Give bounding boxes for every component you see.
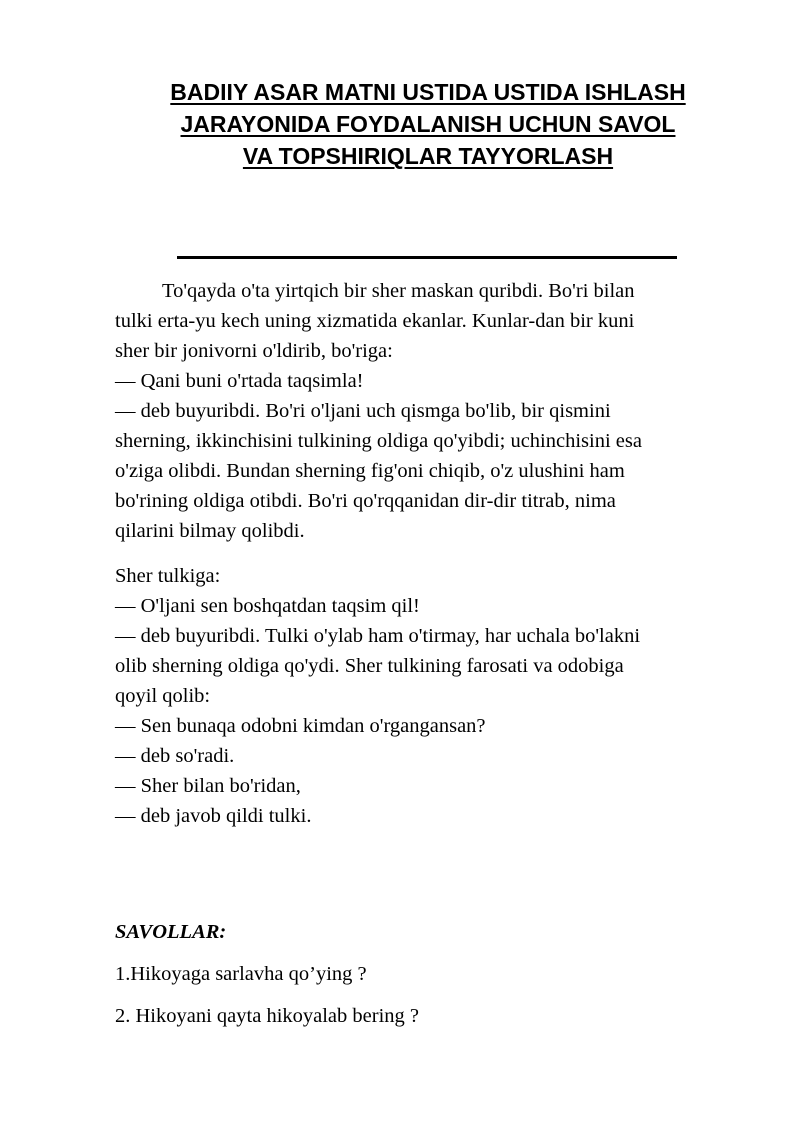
story-line: — deb buyuribdi. Tulki o'ylab ham o'tirmay, har uchala bo'lakni <box>115 625 641 647</box>
story-line: Sher tulkiga: <box>115 565 221 587</box>
story-line: o'ziga olibdi. Bundan sherning fig'oni chiqib, o'z ulushini ham <box>115 460 625 482</box>
story-line: — Qani buni o'rtada taqsimla! <box>115 370 364 392</box>
story-line: tulki erta-yu kech uning xizmatida ekanlar. Kunlar-dan bir kuni <box>115 310 635 332</box>
story-line: sherning, ikkinchisini tulkining oldiga qo'yibdi; uchinchisini esa <box>115 430 642 452</box>
questions-section <box>115 917 735 1031</box>
story-line: — deb so'radi. <box>115 745 235 767</box>
title-line-2: JARAYONIDA FOYDALANISH UCHUN SAVOL <box>180 111 676 137</box>
story-paragraph-2 <box>115 561 735 831</box>
story-line: — Sen bunaqa odobni kimdan o'rgangansan? <box>115 715 486 737</box>
horizontal-divider <box>177 256 677 259</box>
story-line: To'qayda o'ta yirtqich bir sher maskan quribdi. Bo'ri bilan <box>162 280 635 302</box>
question-item: 2. Hikoyani qayta hikoyalab bering ? <box>115 1005 419 1027</box>
title-line-3: VA TOPSHIRIQLAR TAYYORLASH <box>242 143 614 169</box>
story-line: — deb javob qildi tulki. <box>115 805 312 827</box>
story-line: bo'rining oldiga otibdi. Bo'ri qo'rqqanidan dir-dir titrab, nima <box>115 490 616 512</box>
story-line: — deb buyuribdi. Bo'ri o'ljani uch qismga bo'lib, bir qismini <box>115 400 611 422</box>
story-line: — Sher bilan bo'ridan, <box>115 775 301 797</box>
story-line: qoyil qolib: <box>115 685 211 707</box>
story-text <box>115 276 735 831</box>
story-line: — O'ljani sen boshqatdan taqsim qil! <box>115 595 420 617</box>
story-line: olib sherning oldiga qo'ydi. Sher tulkining farosati va odobiga <box>115 655 624 677</box>
questions-heading: SAVOLLAR: <box>115 921 227 943</box>
story-line: sher bir jonivorni o'ldirib, bo'riga: <box>115 340 393 362</box>
document-title <box>90 76 766 172</box>
question-item: 1.Hikoyaga sarlavha qo’ying ? <box>115 963 367 985</box>
story-paragraph-1 <box>115 276 735 546</box>
title-line-1: BADIIY ASAR MATNI USTIDA USTIDA ISHLASH <box>170 79 686 105</box>
story-line: qilarini bilmay qolibdi. <box>115 520 305 542</box>
